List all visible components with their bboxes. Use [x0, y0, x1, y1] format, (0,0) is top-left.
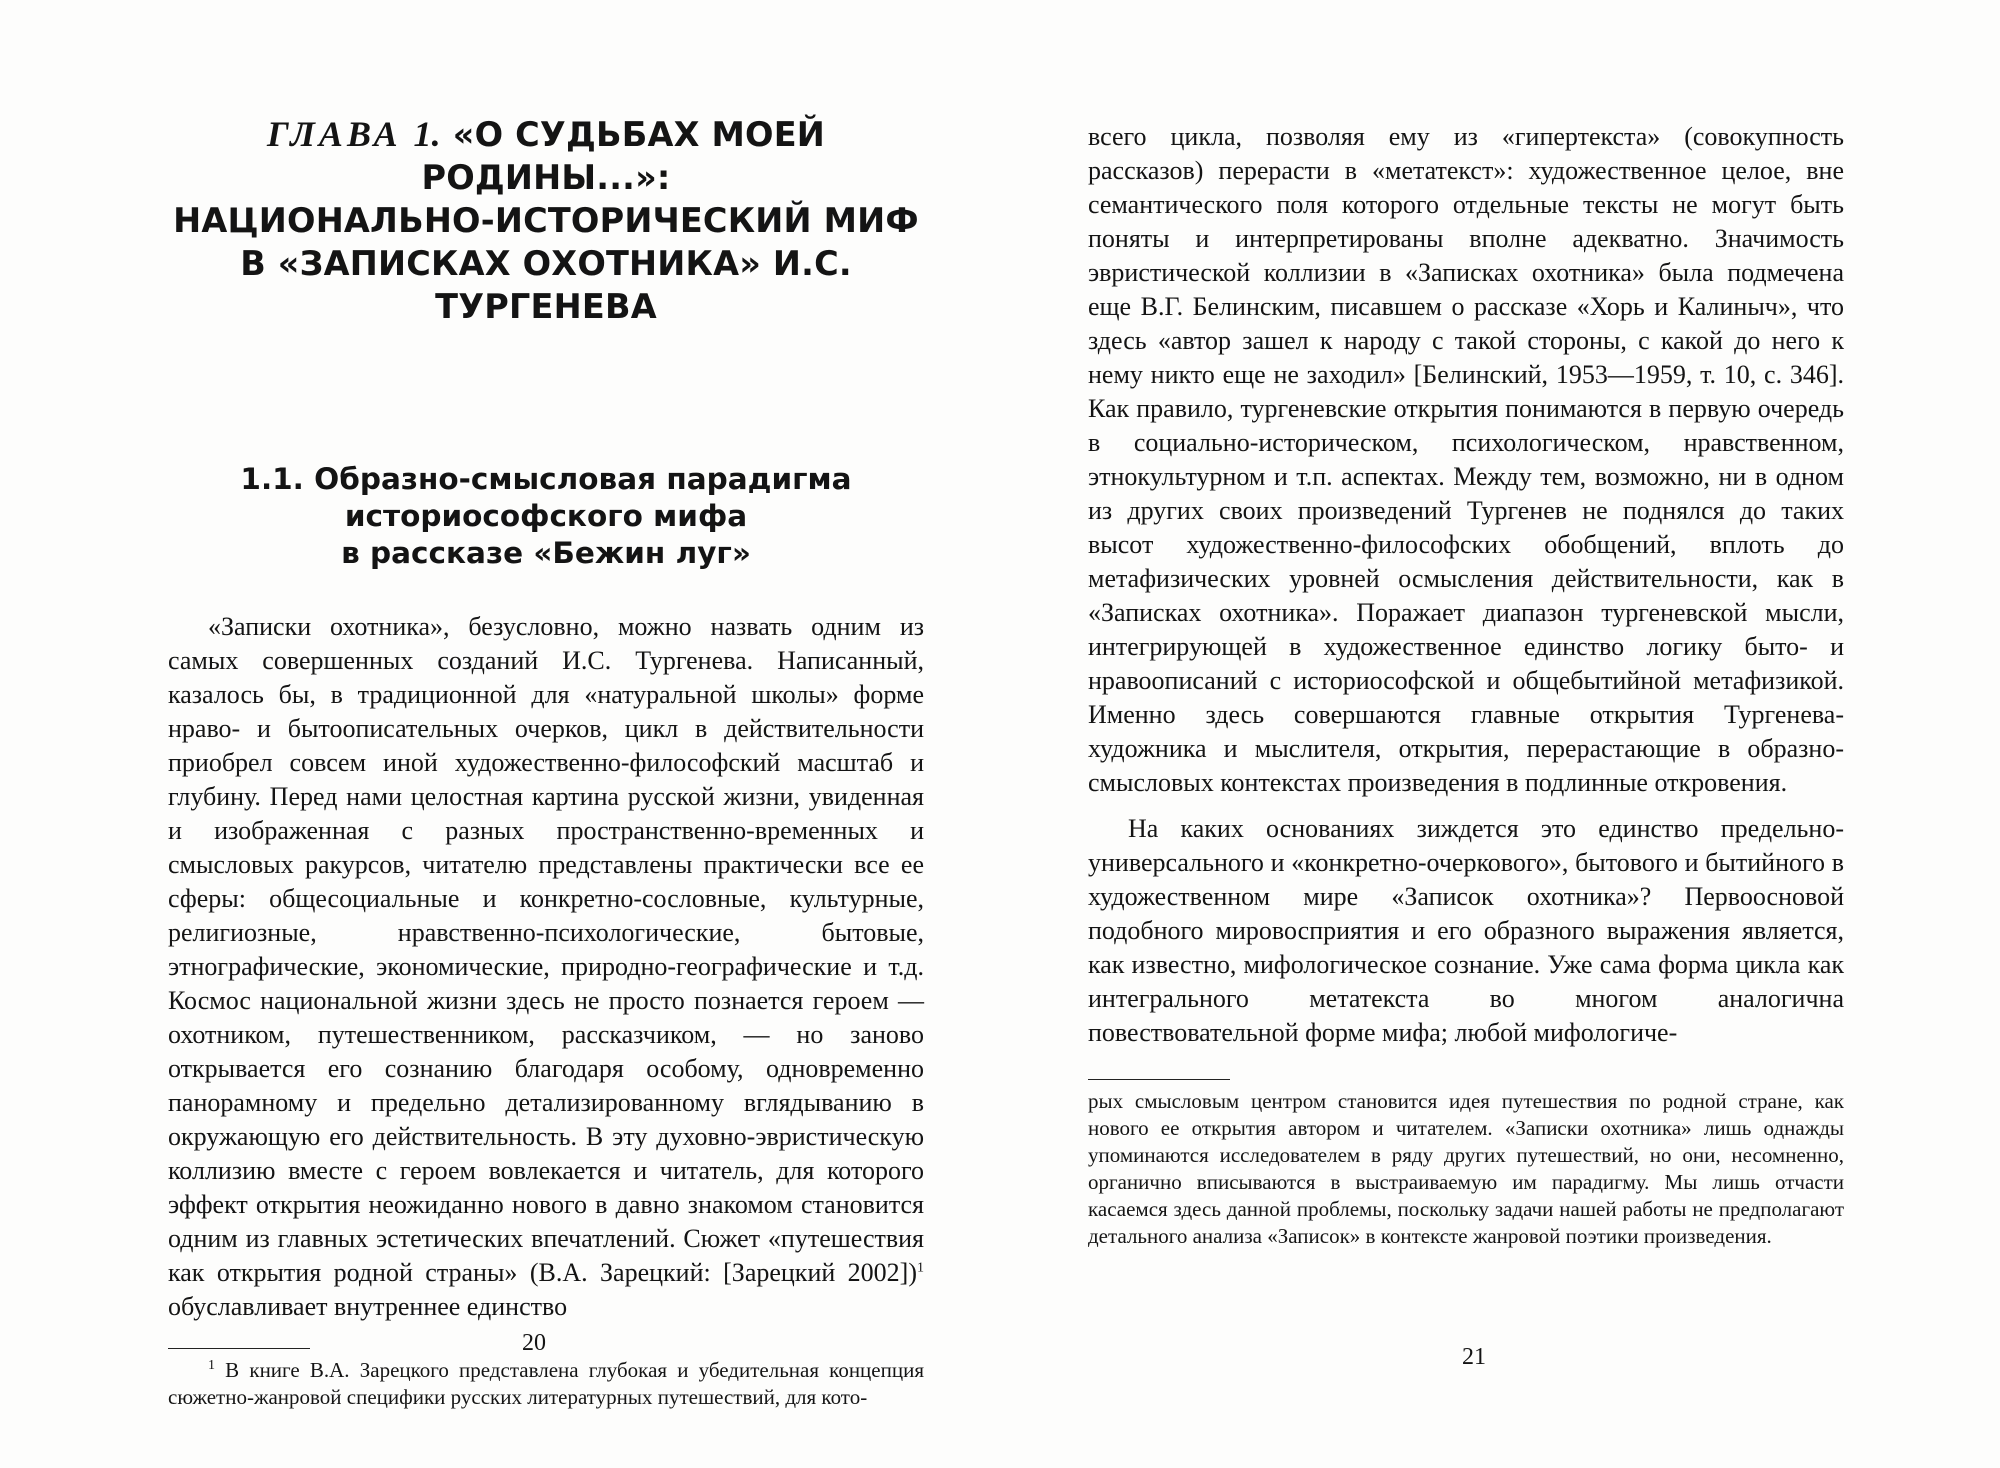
- footnote-reference: 1: [917, 1260, 924, 1276]
- right-body-text: [1088, 120, 1844, 1050]
- left-footnote: [168, 1357, 924, 1411]
- right-paragraph-1: всего цикла, позволяя ему из «гипертекста» (совокупность рассказов) перерасти в «метатекст»: художественное целое, вне семантического поля которого отдельные тексты не могут быть поняты и интерпретированы вполне адекватно. Значимость эвристической коллизии в «Записках охотника» была подмечена еще В.Г. Белинским, писавшем о рассказе «Хорь и Калиныч», что здесь «автор зашел к народу с такой стороны, с какой до него к нему никто еще не заходил» [Белинский, 1953—1959, т. 10, с. 346]. Как правило, тургеневские открытия понимаются в первую очередь в социально-историческом, психологическом, нравственном, этнокультурном и т.п. аспектах. Между тем, возможно, ни в одном из других своих произведений Тургенев не поднялся до таких высот художественно-философских обобщений, вплоть до метафизических уровней осмысления действительности, как в «Записках охотника». Поражает диапазон тургеневской мысли, интегрирующей в художественное единство логику быто- и нравоописаний с историософской и общебытийной метафизикой. Именно здесь совершаются главные открытия Тургенева-художника и мыслителя, открытия, перерастающие в образно-смысловых контекстах произведения в подлинные откровения.: [1088, 122, 1844, 797]
- right-page-number: 21: [1462, 1344, 1486, 1370]
- chapter-title-line-2: НАЦИОНАЛЬНО-ИСТОРИЧЕСКИЙ МИФ: [173, 201, 919, 240]
- left-paragraph-text: «Записки охотника», безусловно, можно назвать одним из самых совершенных созданий И.С. Тургенева. Написанный, казалось бы, в традиционной для «натуральной школы» форме нраво- и бытоописательных очерков, цикл в действительности приобрел совсем иной художественно-философский масштаб и глубину. Перед нами целостная картина русской жизни, увиденная и изображенная с разных пространственно-временных и смысловых ракурсов, читателю представлены практически все ее сферы: общесоциальные и конкретно-сословные, культурные, религиозные, нравственно-психологические, бытовые, этнографические, экономические, природно-географические и т.д. Космос национальной жизни здесь не просто познается героем — охотником, путешественником, рассказчиком, — но заново открывается его сознанию благодаря особому, одновременно панорамному и предельно детализированному вглядыванию в окружающую его действительность. В эту духовно-эвристическую коллизию вместе с героем вовлекается и читатель, для которого эффект открытия неожиданно нового в давно знакомом становится одним из главных эстетических впечатлений. Сюжет «путешествия как открытия родной страны» (В.А. Зарецкий: [Зарецкий 2002]): [168, 612, 924, 1287]
- chapter-title-line-3: В «ЗАПИСКАХ ОХОТНИКА» И.С. ТУРГЕНЕВА: [240, 244, 852, 326]
- left-paragraph-tail: обуславливает внутреннее единство: [168, 1292, 568, 1321]
- section-title-line-3: в рассказе «Бежин луг»: [341, 536, 751, 570]
- section-title: [168, 461, 924, 572]
- left-footnote-divider: [168, 1348, 310, 1349]
- left-page-column: [168, 113, 924, 1411]
- chapter-label: ГЛАВА: [266, 114, 402, 154]
- right-paragraph-2: На каких основаниях зиждется это единство предельно-универсального и «конкретно-очеркового», бытового и бытийного в художественном мире «Записок охотника»? Первоосновой подобного мировосприятия и его образного выражения является, как известно, мифологическое сознание. Уже сама форма цикла как интегрального метатекста во многом аналогична повествовательной форме мифа; любой мифологиче-: [1088, 814, 1844, 1047]
- left-paragraph: [168, 610, 924, 1324]
- left-footnote-text: В книге В.А. Зарецкого представлена глубокая и убедительная концепция сюжетно-жанровой специфики русских литературных путешествий, для кото-: [168, 1358, 924, 1409]
- chapter-title-text-1: «О СУДЬБАХ МОЕЙ РОДИНЫ...»:: [421, 115, 826, 197]
- chapter-number: 1.: [413, 114, 441, 154]
- right-footnote: рых смысловым центром становится идея путешествия по родной стране, как нового ее открытия автором и читателем. «Записки охотника» лишь однажды упоминаются исследователем в ряду других путешествий, но они, несомненно, органично вписываются в выстраиваемую им парадигму. Мы лишь отчасти касаемся здесь данной проблемы, поскольку задачи нашей работы не предполагают детального анализа «Записок» в контексте жанровой поэтики произведения.: [1088, 1089, 1844, 1248]
- section-title-line-1: 1.1. Образно-смысловая парадигма: [240, 462, 852, 496]
- left-body-text: [168, 610, 924, 1324]
- chapter-title: [148, 113, 944, 328]
- left-page-number: 20: [522, 1330, 546, 1356]
- right-page: [1000, 0, 2000, 1468]
- right-page-column: [1088, 120, 1844, 1250]
- section-title-line-2: историософского мифа: [344, 499, 748, 533]
- right-footnote-divider: [1088, 1079, 1230, 1080]
- footnote-marker: 1: [208, 1358, 215, 1373]
- chapter-title-line-1: [148, 113, 944, 199]
